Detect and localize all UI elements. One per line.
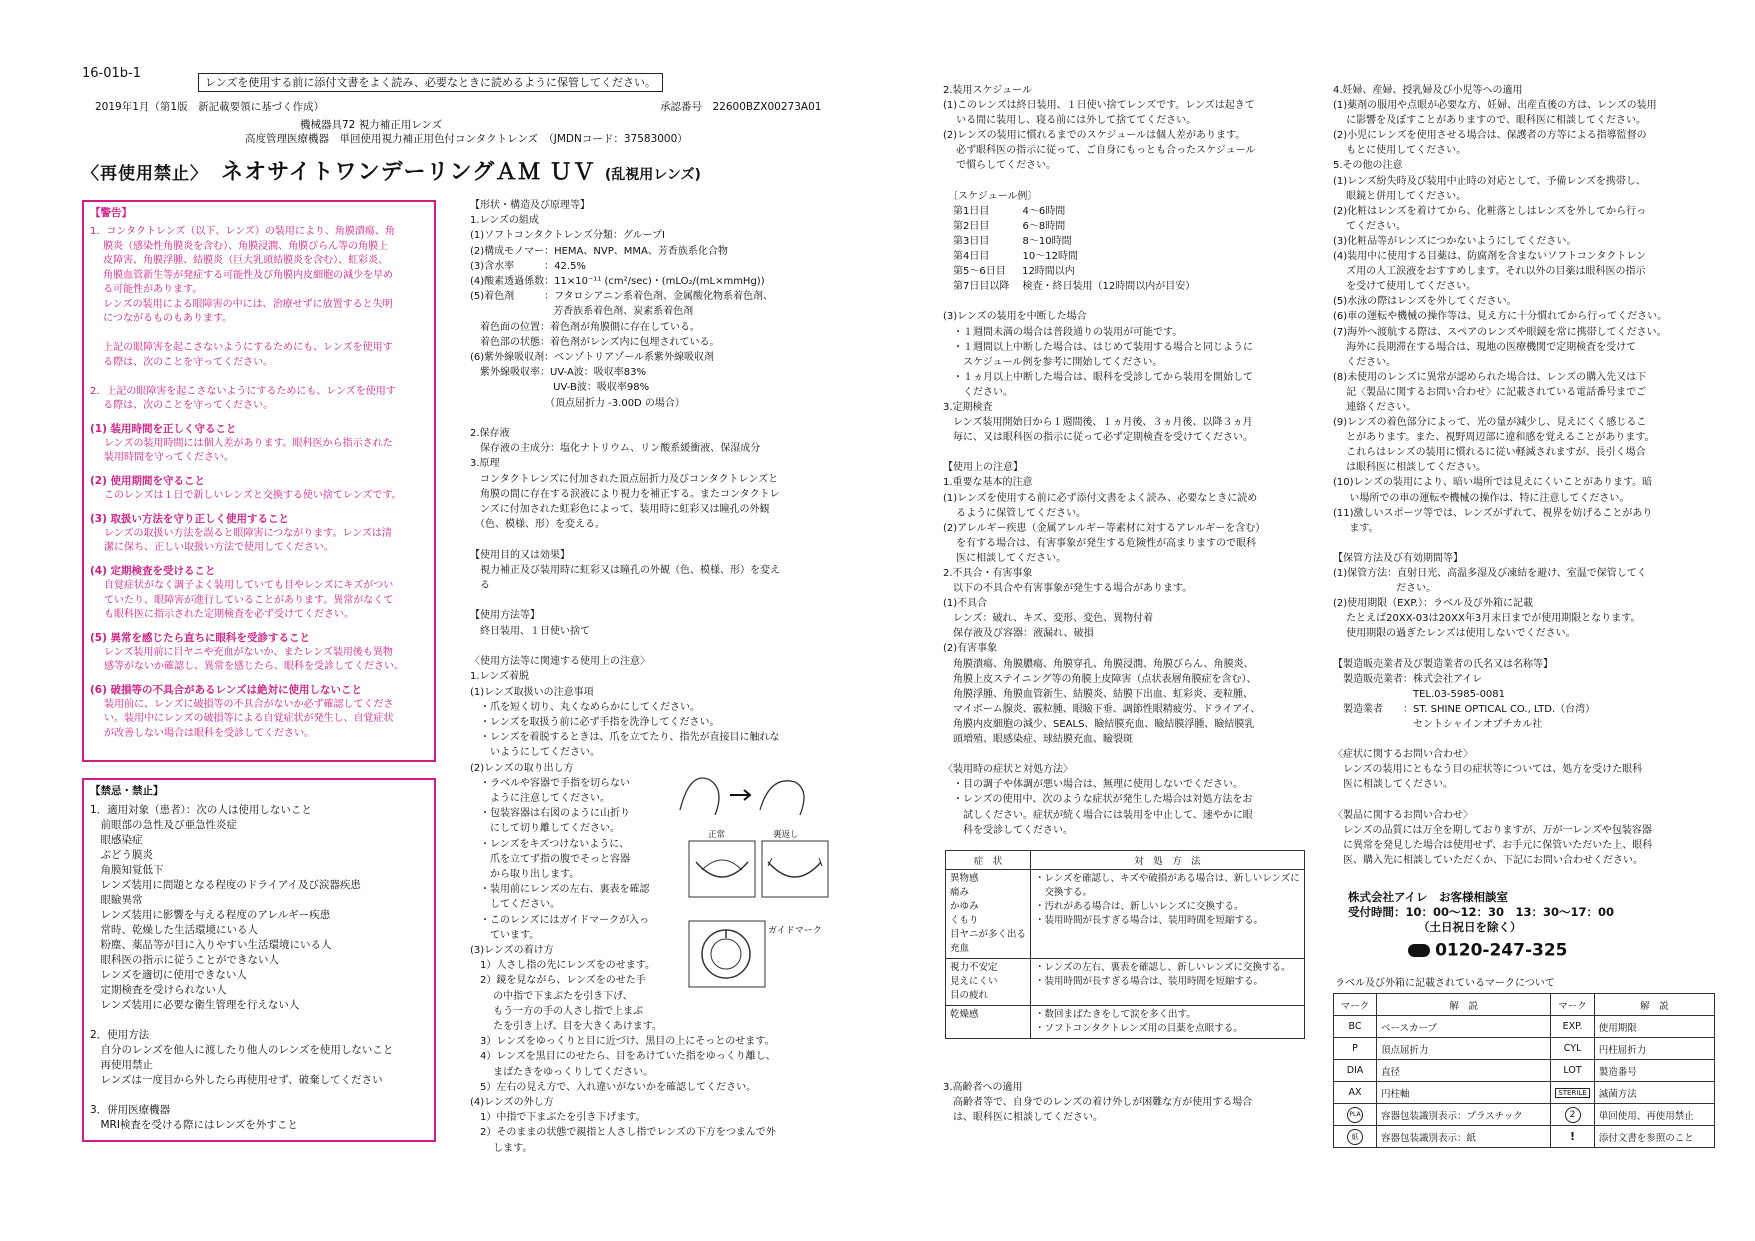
table-header-row: マーク 解 説 マーク 解 説 bbox=[1334, 994, 1715, 1016]
column-2-text: 【形状・構造及び原理等】 1.レンズの組成 (1)ソフトコンタクトレンズ分類：グループⅠ (2)構成モノマー：HEMA、NVP、MMA、芳香族系化合物 (3)含水率 ：42.5% (4)酸素透過係数：11×10⁻¹¹ (cm²/sec)・(mLO₂/(mL×mmHg)) (5)着色剤 ：フタロシアニン系着色剤、金属酸化物系着色剤、 芳香族系着色剤、炭素系着色剤 着色面の位置：着色剤が角膜側に存在している。 着色部の状態：着色剤がレンズ内に包埋されている。 (6)紫外線吸収剤：ベンゾトリアゾール系紫外線吸収剤 紫外線吸収率：UV-A波：吸収率83% UV-B波：吸収率98% （頂点屈折力 -3.00D の場合） 2.保存液 保存液の主成分：塩化ナトリウム、リン酸系緩衝液、保湿成分 3.原理 コンタクトレンズに付加された頂点屈折力及びコンタクトレンズと 角膜の間に存在する涙液により視力を補正する。またコンタクトレ ンズに付加された虹彩色によって、装用時に虹彩又は瞳孔の外観 （色、模様、形）を変える。 【使用目的又は効果】 視力補正及び装用時に虹彩又は瞳孔の外観（色、模様、形）を変え る 【使用方法等】 終日装用、１日使い捨て 〈使用方法等に関連する使用上の注意〉 1.レンズ着脱 (1)レンズ取扱いの注意事項 ・爪を短く切り、丸くなめらかにしてください。 ・レンズを取扱う前に必ず手指を洗浄してください。 ・レンズを着脱するときは、爪を立てたり、指先が直接目に触れな いようにしてください。 (2)レンズの取り出し方 ・ラベルや容器で手指を切らない ように注意してください。 ・包装容器は右図のように山折り にして切り離してください。 ・レンズをキズつけないように、 爪を立てず指の腹でそっと容器 から取り出します。 ・装用前にレンズの左右、裏表を確認 してください。 ・このレンズにはガイドマークが入っ ています。 (3)レンズの着け方 1）人さし指の先にレンズをのせます。 2）鏡を見ながら、レンズをのせた手 の中指で下まぶたを引き下げ、 もう一方の手の人さし指で上まぶ たを引き上げ、目を大きくあけます。 3）レンズをゆっくりと目に近づけ、黒目の上にそっとのせます。 4）レンズを黒目にのせたら、目をあけていた指をゆっくり離し、 まばたきをゆっくりしてください。 5）左右の見え方で、入れ違いがないかを確認してください。 (4)レンズの外し方 1）中指で下まぶたを引き下げます。 2）そのままの状態で親指と人さし指でレンズの下方をつまんで外 します。 bbox=[470, 200, 780, 1154]
symbol-table bbox=[1333, 993, 1715, 1148]
category-1: 機械器具72 視力補正用レンズ bbox=[300, 119, 443, 131]
contraindication-box bbox=[82, 778, 436, 1142]
warning-box bbox=[82, 200, 436, 762]
table-header-row: 症 状 対 処 方 法 bbox=[946, 851, 1305, 870]
table-row: PLA 容器包装識別表示：プラスチック 2 単回使用、再使用禁止 bbox=[1334, 1104, 1715, 1126]
contact-block bbox=[1348, 890, 1614, 960]
warning-item: (6) 破損等の不具合があるレンズは絶対に使用しないこと 装用前に、レンズに破損等の不具合がないか必ず確認してくださ い。装用中にレンズの破損等による自覚症状が発生し、自覚症状 が改善しない場合は眼科を受診してください。 bbox=[90, 683, 394, 739]
table-row: DIA 直径 LOT 製造番号 bbox=[1334, 1060, 1715, 1082]
notice-box: レンズを使用する前に添付文書をよく読み、必要なときに読めるように保管してください。 bbox=[198, 73, 663, 92]
table-row: BC ベースカーブ EXP. 使用期限 bbox=[1334, 1016, 1715, 1038]
table-row: 視力不安定 見えにくい 目の疲れ ・レンズの左右、裏表を確認し、新しいレンズに交換する。 ・装用時間が長すぎる場合は、装用時間を短縮する。 bbox=[946, 959, 1305, 1006]
package-open-illustration bbox=[670, 760, 820, 820]
warning-title: 【警告】 bbox=[90, 207, 132, 219]
approval-number: 承認番号 22600BZX00273A01 bbox=[660, 101, 822, 113]
warning-item: (5) 異常を感じたら直ちに眼科を受診すること レンズ装用前に目ヤニや充血がないか、またレンズ装用後も異物 感等がないか確認し、異常を感じたら、眼科を受診してください。 bbox=[90, 631, 404, 673]
ban-body: 1．適用対象（患者）：次の人は使用しないこと 前眼部の急性及び亜急性炎症 眼感染症 ぶどう膜炎 角膜知覚低下 レンズ装用に問題となる程度のドライアイ及び涙器疾患 眼瞼異常 レンズ装用に影響を与える程度のアレルギー疾患 常時、乾燥した生活環境にいる人 粉塵、薬品等が目に入りやすい生活環境にいる人 眼科医の指示に従うことができない人 レンズを適切に使用できない人 定期検査を受けられない人 レンズ装用に必要な衛生管理を行えない人 2．使用方法 自分のレンズを他人に渡したり他人のレンズを使用しないこと 再使用禁止 レンズは一度目から外したら再使用せず、破棄してください 3．併用医療機器 MRI検査を受ける際にはレンズを外すこと bbox=[90, 804, 394, 1132]
warning-item: (4) 定期検査を受けること 自覚症状がなく調子よく装用していても目やレンズにキズがつい ていたり、眼障害が進行していることがあります。異常がなくて も眼科医に指示された定期検査を必ず受けてください。 bbox=[90, 564, 394, 621]
edition: 2019年1月（第1版 新記載要領に基づく作成） bbox=[95, 101, 325, 113]
phone-number: 0120-247-325 bbox=[1435, 940, 1568, 961]
warning-item: (2) 使用期間を守ること このレンズは１日で新しいレンズと交換する使い捨てレンズです。 bbox=[90, 474, 402, 502]
label-reverse: 裏返し bbox=[773, 830, 799, 840]
contact-holiday: （土日祝日を除く） bbox=[1418, 920, 1522, 935]
contact-hours: 受付時間：10：00～12：30 13：30～17：00 bbox=[1348, 905, 1615, 920]
sterile-icon: STERILE bbox=[1555, 1088, 1589, 1098]
label-normal: 正常 bbox=[708, 830, 726, 840]
symptom-table bbox=[945, 850, 1305, 1039]
warning-body: 1．コンタクトレンズ（以下、レンズ）の装用により、角膜潰瘍、角 膜炎（感染性角膜炎を含む）、角膜浸潤、角膜びらん等の角膜上 皮障害、角膜浮腫、結膜炎（巨大乳頭結膜炎を含む）、虹彩炎、 角膜血管新生等が発症する可能性及び角膜内皮細胞の減少を早め る可能性があります。 レンズの装用による眼障害の中には、治療せずに放置すると失明 につながるものもあります。 上記の眼障害を起こさないようにするためにも、レンズを使用す る際は、次のことを守ってください。 2．上記の眼障害を起こさないようにするためにも、レンズを使用す る際は、次のことを守ってください。 bbox=[90, 226, 396, 412]
table-row: P 頂点屈折力 CYL 円柱屈折力 bbox=[1334, 1038, 1715, 1060]
table-row: 乾燥感 ・数回まばたきをして涙を多く出す。 ・ソフトコンタクトレンズ用の目薬を点眼する。 bbox=[946, 1006, 1305, 1039]
guide-mark-illustration bbox=[688, 920, 768, 990]
single-use-icon: 2 bbox=[1565, 1107, 1581, 1123]
ban-title: 【禁忌・禁止】 bbox=[90, 785, 164, 797]
symbol-table-title: ラベル及び外箱に記載されているマークについて bbox=[1335, 978, 1555, 989]
warning-item: (1) 装用時間を正しく守ること レンズの装用時間には個人差があります。眼科医から指示された 装用時間を守ってください。 bbox=[90, 422, 393, 464]
category-2: 高度管理医療機器 単回使用視力補正用色付コンタクトレンズ （JMDNコード：37583000） bbox=[245, 133, 688, 145]
contact-company: 株式会社アイレ お客様相談室 bbox=[1348, 890, 1508, 904]
column-3-text: 2.装用スケジュール (1)このレンズは終日装用、１日使い捨てレンズです。レンズは起きて いる間に装用し、寝る前には外して捨ててください。 (2)レンズの装用に慣れるまでのスケジュールは個人差があります。 必ず眼科医の指示に従って、ご自身にもっとも合ったスケジュール で慣らしてください。 〔スケジュール例〕 第1日目 4～6時間 第2日目 6～8時間 第3日目 8～10時間 第4日目 10～12時間 第5～6日目 12時間以内 第7日目以降 検査・終日装用（12時間以内が目安） (3)レンズの装用を中断した場合 ・１週間未満の場合は普段通りの装用が可能です。 ・１週間以上中断した場合は、はじめて装用する場合と同じように スケジュール例を参考に開始してください。 ・１ヵ月以上中断した場合は、眼科を受診してから装用を開始して ください。 3.定期検査 レンズ装用開始日から１週間後、１ヵ月後、３ヵ月後、以降３ヵ月 毎に、又は眼科医の指示に従って必ず定期検査を受けてください。 【使用上の注意】 1.重要な基本的注意 (1)レンズを使用する前に必ず添付文書をよく読み、必要なときに読め るように保管してください。 (2)アレルギー疾患（金属アレルギー等素材に対するアレルギーを含む） を有する場合は、有害事象が発生する危険性が高まりますので眼科 医に相談してください。 2.不具合・有害事象 以下の不具合や有害事象が発生する場合があります。 (1)不具合 レンズ：破れ、キズ、変形、変色、異物付着 保存液及び容器：液漏れ、破損 (2)有害事象 角膜潰瘍、角膜膿瘍、角膜穿孔、角膜浸潤、角膜びらん、角膜炎、 角膜上皮ステイニング等の角膜上皮障害（点状表層角膜症を含む）、 角膜浮腫、角膜血管新生、結膜炎、結膜下出血、虹彩炎、麦粒腫、 マイボーム腺炎、霰粒腫、眼瞼下垂、調節性眼精疲労、ドライアイ、 角膜内皮細胞の減少、SEALS、瞼結膜充血、瞼結膜浮腫、瞼結膜乳 頭増殖、眼感染症、球結膜充血、瞼裂斑 〈装用時の症状と対処方法〉 ・目の調子や体調が悪い場合は、無理に使用しないでください。 ・レンズの使用中、次のような症状が発生した場合は対処方法をお 試しください。症状が続く場合には装用を中止して、速やかに眼 科を受診してください。 bbox=[943, 85, 1266, 836]
lens-orientation-illustration bbox=[688, 840, 833, 900]
paper-recycle-icon: 紙 bbox=[1347, 1129, 1363, 1145]
reuse-ban: 〈再使用禁止〉 bbox=[82, 164, 208, 184]
label-guide-mark: ガイドマーク bbox=[768, 926, 822, 936]
warning-item: (3) 取扱い方法を守り正しく使用すること レンズの取扱い方法を誤ると眼障害につながります。レンズは清 潔に保ち、正しい取扱い方法で使用してください。 bbox=[90, 512, 392, 554]
free-dial-icon bbox=[1408, 944, 1430, 957]
title-row bbox=[82, 155, 701, 186]
plastic-recycle-icon: PLA bbox=[1347, 1107, 1363, 1123]
column-4-text: 4.妊婦、産婦、授乳婦及び小児等への適用 (1)薬剤の服用や点眼が必要な方、妊婦、出産直後の方は、レンズの装用 に影響を及ぼすことがありますので、眼科医に相談してください。 (2)小児にレンズを使用させる場合は、保護者の方等による指導監督の もとに使用してください。 5.その他の注意 (1)レンズ紛失時及び装用中止時の対応として、予備レンズを携帯し、 眼鏡と併用してください。 (2)化粧はレンズを着けてから、化粧落としはレンズを外してから行っ てください。 (3)化粧品等がレンズにつかないようにしてください。 (4)装用中に使用する目薬は、防腐剤を含まないソフトコンタクトレン ズ用の人工涙液をおすすめします。それ以外の目薬は眼科医の指示 を受けて使用してください。 (5)水泳の際はレンズを外してください。 (6)車の運転や機械の操作等は、見え方に十分慣れてから行ってください。 (7)海外へ渡航する際は、スペアのレンズや眼鏡を常に携帯してください。 海外に長期滞在する場合は、現地の医療機関で定期検査を受けて ください。 (8)未使用のレンズに異常が認められた場合は、レンズの購入先又は下 記〈製品に関するお問い合わせ〉に記載されている電話番号までご 連絡ください。 (9)レンズの着色部分によって、光の量が減少し、見えにくく感じるこ とがあります。また、視野周辺部に違和感を覚えることがあります。 これらはレンズの装用に慣れるに従い軽減されますが、長引く場合 は眼科医に相談してください。 (10)レンズの装用により、暗い場所では見えにくいことがあります。暗 い場所での車の運転や機械の操作は、特に注意してください。 (11)激しいスポーツ等では、レンズがずれて、視界を妨げることがあり ます。 【保管方法及び有効期間等】 (1)保管方法：直射日光、高温多湿及び凍結を避け、室温で保管してく ださい。 (2)使用期限（EXP.）：ラベル及び外箱に記載 たとえば20XX-03は20XX年3月末日までが使用期限となります。 使用期限の過ぎたレンズは使用しないでください。 【製造販売業者及び製造業者の氏名又は名称等】 製造販売業者：株式会社アイレ TEL.03-5985-0081 製造業者 ：ST. SHINE OPTICAL CO., LTD.（台湾） セントシャインオプチカル社 〈症状に関するお問い合わせ〉 レンズの装用にともなう目の症状等については、処方を受けた眼科 医に相談してください。 〈製品に関するお問い合わせ〉 レンズの品質には万全を期しておりますが、万が一レンズや包装容器 に異常を発見した場合は使用せず、お手元に保管いただいた上、眼科 医、購入先に相談していただくか、下記にお問い合わせください。 bbox=[1333, 85, 1668, 866]
table-row: AX 円柱軸 STERILE 滅菌方法 bbox=[1334, 1082, 1715, 1104]
caution-icon: ! bbox=[1570, 1130, 1576, 1143]
product-subtitle: (乱視用レンズ) bbox=[604, 167, 701, 183]
table-row: 紙 容器包装識別表示：紙 ! 添付文書を参照のこと bbox=[1334, 1126, 1715, 1148]
contact-phone-row bbox=[1348, 940, 1614, 961]
elderly-section: 3.高齢者への適用 高齢者等で、自身でのレンズの着け外しが困難な方が使用する場合 は、眼科医に相談してください。 bbox=[943, 1082, 1253, 1124]
product-name: ネオサイトワンデーリングＡＭ ＵＶ bbox=[221, 160, 596, 185]
table-row: 異物感 痛み かゆみ くもり 目ヤニが多く出る 充血 ・レンズを確認し、キズや破損がある場合は、新しいレンズに 交換する。 ・汚れがある場合は、新しいレンズに交換する。 ・装用時間が長すぎる場合は、装用時間を短縮する。 bbox=[946, 870, 1305, 959]
doc-code: 16-01b-1 bbox=[82, 66, 141, 81]
